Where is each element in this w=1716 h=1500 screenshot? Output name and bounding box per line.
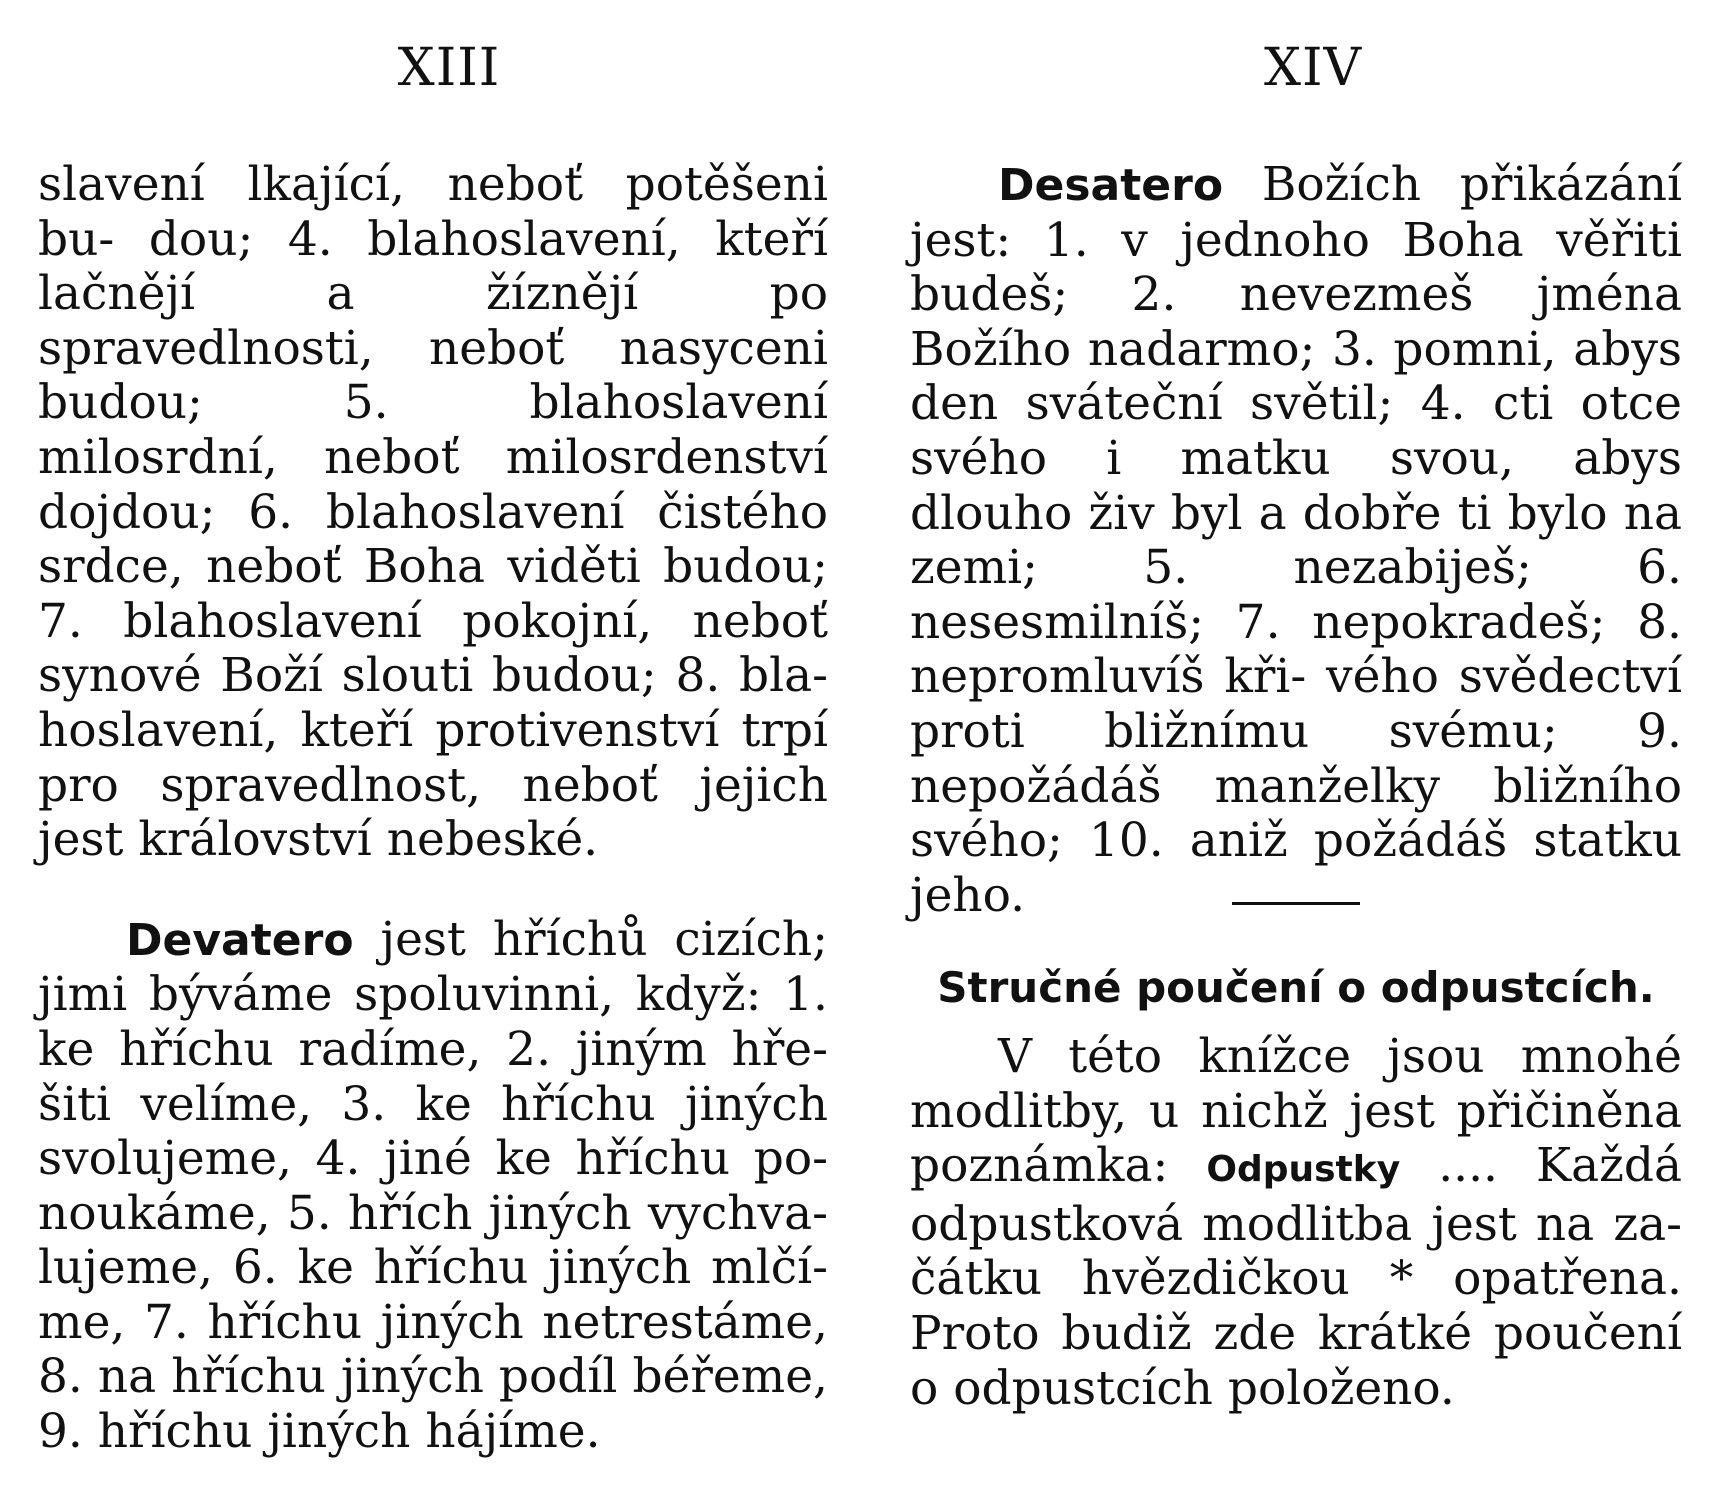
text-line: 5. nezabiješ; 6. nesesmilníš; 7. (910, 540, 1682, 650)
text-line: Proto budiž zde krátké poučení (910, 1305, 1682, 1361)
indulgence-label: Odpustky (1206, 1149, 1401, 1191)
text-line: modlitby, u nichž jest přičiněna (910, 1083, 1682, 1139)
text-line: 1. ke hříchu radíme, 2. jiným hře- (38, 967, 828, 1077)
text-line: Božích přikázání (1223, 157, 1682, 212)
text-line: dojdou; 6. blahoslavení čistého (38, 484, 828, 540)
text-line: svému; 9. nepožádáš manželky (910, 703, 1682, 814)
left-page (38, 0, 828, 1500)
text-line: šiti velíme, 3. ke hříchu jiných (38, 1076, 828, 1132)
text-line: V této knížce jsou mnohé (998, 1029, 1682, 1084)
page-number-left: XIII (397, 38, 501, 98)
text-line: 9. hříchu jiných hájíme. (38, 1404, 601, 1460)
text-line: byl a dobře ti bylo na zemi; (910, 485, 1682, 596)
text-line: nadarmo; 3. pomni, abys den (910, 321, 1682, 432)
text-line: nepokradeš; 8. nepromluvíš kři- (910, 594, 1682, 705)
text-line: 7. blahoslavení pokojní, neboť (38, 593, 828, 649)
text-line: nasyceni budou; 5. blahoslavení (38, 320, 828, 431)
text-line: budeš; 2. nevezmeš jména Božího (910, 267, 1682, 377)
text-line: milosrdní, neboť milosrdenství (38, 429, 828, 485)
text-line: .... Každá (1400, 1138, 1682, 1194)
commandments-lead-word: Desatero (998, 160, 1224, 211)
text-line: i matku svou, abys dlouho živ (910, 430, 1682, 541)
commandments-paragraph (910, 158, 1682, 923)
right-page (910, 0, 1682, 1500)
sins-lead-word: Devatero (126, 914, 354, 966)
text-line: statku jeho. (910, 813, 1682, 923)
text-line: jest: 1. v jednoho Boha věřiti (910, 212, 1682, 268)
text-line: vého svědectví proti bližnímu (910, 649, 1682, 759)
text-line: srdce, neboť Boha viděti budou; (38, 539, 828, 595)
text-line: jimi býváme spoluvinni, když: (38, 967, 762, 1023)
text-line: synové Boží slouti budou; 8. bla- (38, 648, 828, 704)
text-line: lujeme, 6. ke hříchu jiných mlčí- (38, 1240, 828, 1296)
text-line: sváteční světil; 4. cti otce svého (910, 376, 1682, 486)
section-heading: Stručné poučení o odpustcích. (937, 963, 1655, 1012)
text-line: 8. na hříchu jiných podíl béřeme, (38, 1349, 828, 1405)
paragraph-gap (38, 868, 828, 913)
text-line: dou; 4. blahoslavení, kteří lačnějí (38, 211, 828, 322)
text-line: odpustková modlitba jest na za- (910, 1196, 1682, 1252)
page-number-right: XIV (1263, 38, 1363, 98)
text-line: noukáme, 5. hřích jiných vychva- (38, 1185, 828, 1241)
sins-paragraph (38, 913, 828, 1460)
section-divider (1232, 902, 1360, 905)
text-line: slavení lkající, neboť potěšeni bu- (38, 157, 828, 267)
indulgence-body-text (910, 1030, 1682, 1416)
text-line: o odpustcích položeno. (910, 1360, 1455, 1416)
text-line: me, 7. hříchu jiných netrestáme, (38, 1294, 828, 1350)
text-line: bližního svého; 10. aniž požádáš (910, 758, 1682, 869)
text-line: hoslavení, kteří protivenství trpí (38, 702, 828, 758)
left-body-text (38, 158, 828, 1460)
right-body-text (910, 158, 1682, 923)
text-line: a žíznějí po spravedlnosti, neboť (38, 266, 828, 376)
beatitudes-paragraph (38, 158, 828, 868)
indulgence-paragraph (910, 1030, 1682, 1416)
text-line: království nebeské. (138, 812, 599, 868)
text-line: poznámka: (910, 1138, 1207, 1194)
text-line: pro spravedlnost, neboť jejich jest (38, 757, 828, 868)
text-line: čátku hvězdičkou * opatřena. (910, 1251, 1682, 1307)
text-line: svolujeme, 4. jiné ke hříchu po- (38, 1131, 828, 1187)
text-line: jest hříchů cizích; (353, 911, 828, 967)
